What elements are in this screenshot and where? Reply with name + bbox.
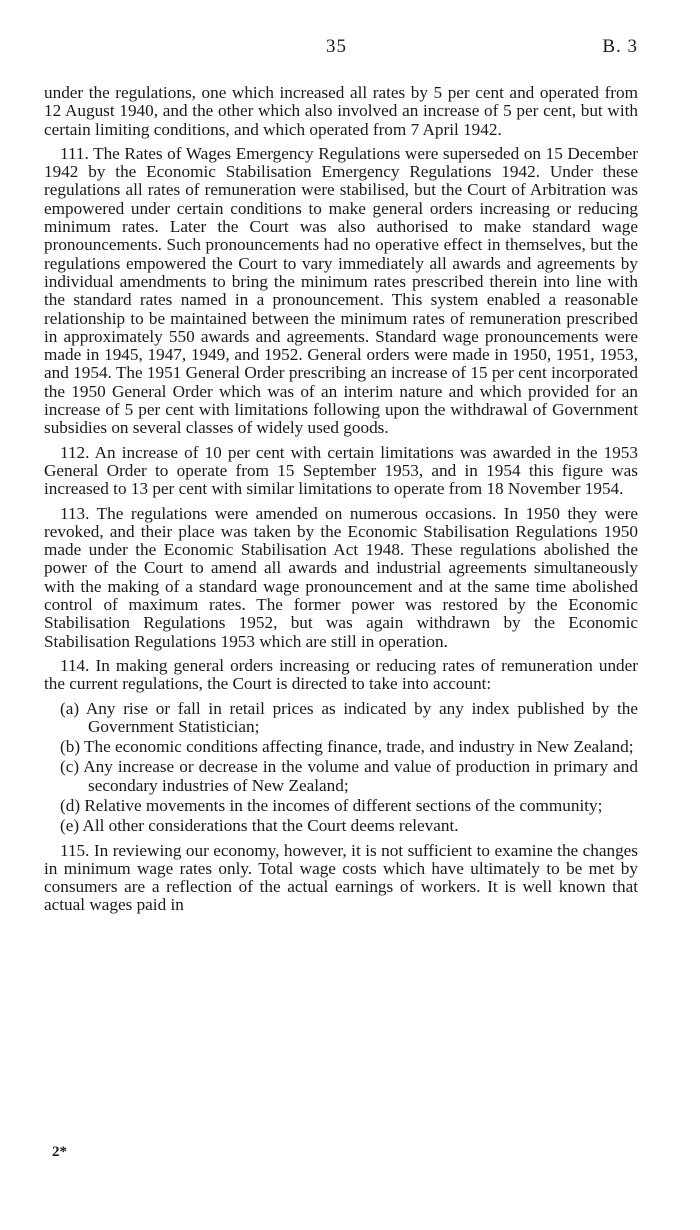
page-number: 35 [326,36,347,57]
signature-mark: 2* [52,1144,67,1160]
list-item-d: (d) Relative movements in the incomes of different sections of the community; [60,795,603,815]
list-item-b: (b) The economic conditions affecting finance, trade, and industry in New Zealand; [60,737,634,757]
page-header [0,36,700,64]
paragraph-continuation: under the regulations, one which increased all rates by 5 per cent and operated from 12 August 1940, and the other which also involved an increase of 5 per cent, but with certain limiting conditions, and which operated from 7 April 1942. [44,83,638,139]
document-code: B. 3 [602,36,638,57]
paragraph-113: 113. The regulations were amended on numerous occasions. In 1950 they were revoked, and their place was taken by the Economic Stabilisation Regulations 1950 made under the Economic Stabilisation Act 1948. These regulations abolished the power of the Court to amend all awards and industrial agreements simultaneously with the making of a standard wage pronouncement and at the same time abolished control of maximum rates. The former power was restored by the Economic Stabilisation Regulations 1952, but was again withdrawn by the Economic Stabilisation Regulations 1953 which are still in operation. [44,503,638,651]
list-item-e: (e) All other considerations that the Court deems relevant. [60,816,459,836]
list-item-c: (c) Any increase or decrease in the volume and value of production in primary and secondary industries of New Zealand; [60,757,638,795]
paragraph-115: 115. In reviewing our economy, however, it is not sufficient to examine the changes in minimum wage rates only. Total wage costs which have ultimately to be met by consumers are a reflection of the actual earnings of workers. It is well known that actual wages paid in [44,840,638,915]
paragraph-112: 112. An increase of 10 per cent with certain limitations was awarded in the 1953 General Order to operate from 15 September 1953, and in 1954 this figure was increased to 13 per cent with similar limitations to operate from 18 November 1954. [44,442,638,499]
paragraph-111: 111. The Rates of Wages Emergency Regulations were superseded on 15 December 1942 by the Economic Stabilisation Emergency Regulations 1942. Under these regulations all rates of remuneration were stabilised, but the Court of Arbitration was empowered under certain conditions to make general orders increasing or reducing minimum rates. Later the Court was also authorised to make standard wage pronouncements. Such pronouncements had no operative effect in themselves, but the regulations empowered the Court to vary immediately all awards and agreements by individual amendments to bring the minimum rates prescribed therein into line with the standard rates named in a pronouncement. This system enabled a reasonable relationship to be maintained between the minimum rates of remuneration prescribed in approximately 550 awards and agreements. Standard wage pronouncements were made in 1945, 1947, 1949, and 1952. General orders were made in 1950, 1951, 1953, and 1954. The 1951 General Order prescribing an increase of 15 per cent incorporated the 1950 General Order which was of an interim nature and which provided for an increase of 5 per cent with limitations following upon the withdrawal of Government subsidies on several classes of widely used goods. [44,143,638,438]
considerations-list [44,700,638,836]
list-item-a: (a) Any rise or fall in retail prices as indicated by any index published by the Government Statistician; [60,698,638,736]
paragraph-114: 114. In making general orders increasing or reducing rates of remuneration under the current regulations, the Court is directed to take into account: [44,655,638,694]
body-text [44,84,638,921]
